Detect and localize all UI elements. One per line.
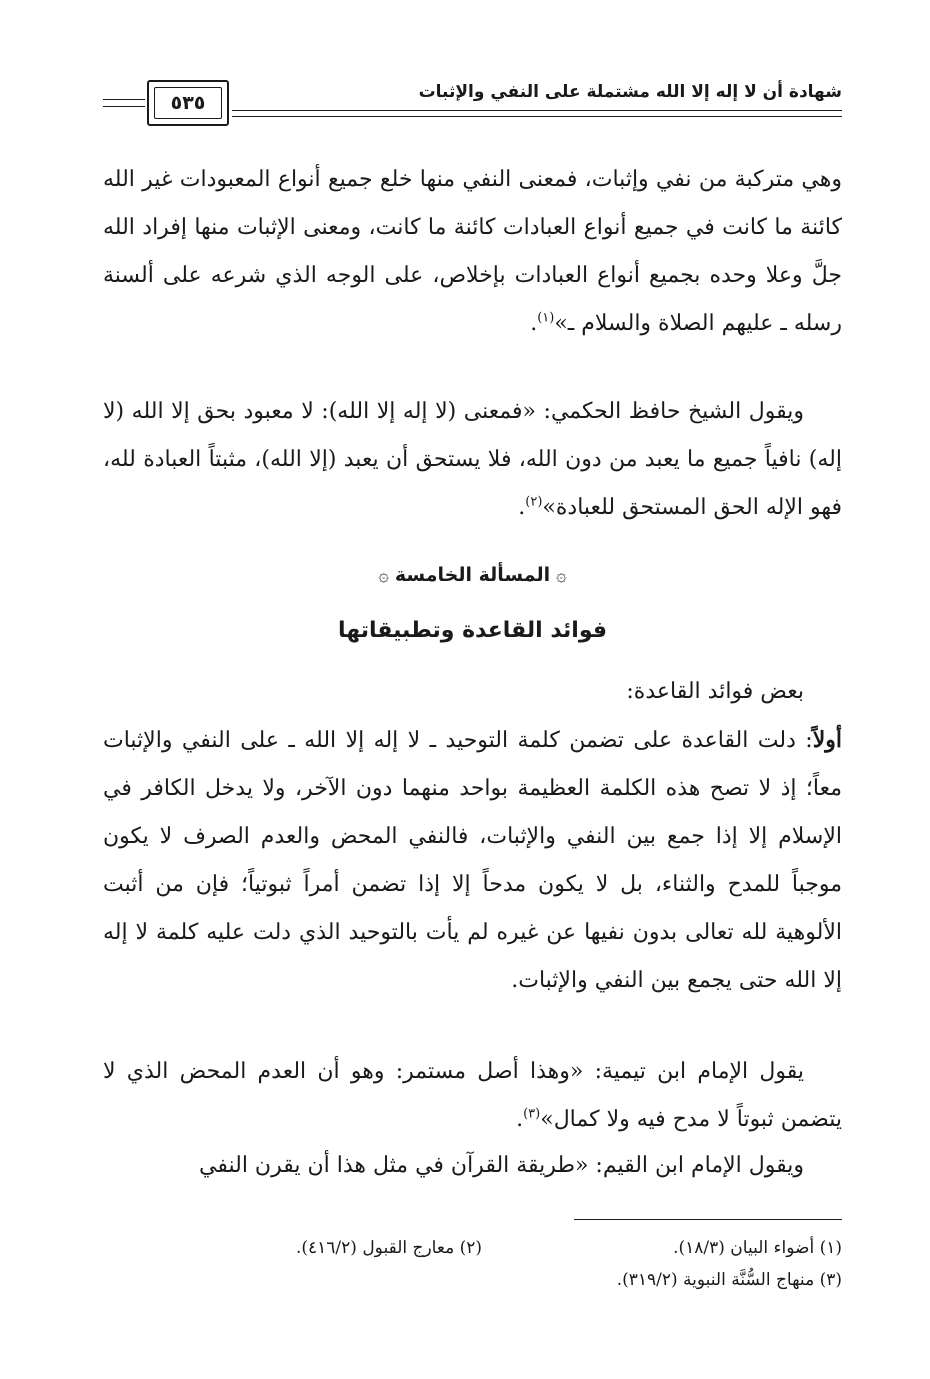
header-rule-right-top [232, 110, 842, 111]
footnote-2: (٢) معارج القبول (٤١٦/٢). [295, 1238, 482, 1258]
paragraph-3: بعض فوائد القاعدة: [626, 679, 804, 704]
paragraph-1: وهي متركبة من نفي وإثبات، فمعنى النفي منها خلع جميع أنواع المعبودات غير الله كائنة ما كانت في جميع أنواع العبادات كائنة ما كانت، ومعنى الإثبات منها إفراد الله جلَّ وعلا وحده بجميع أنواع العبادات بإخلاص، على الوجه الذي شرعه على ألسنة رسله ـ عليهم الصلاة والسلام ـ»$^{(١)}$. [103, 167, 842, 336]
header-rule-left-top [103, 99, 145, 100]
section-title-text: المسألة الخامسة [394, 564, 551, 586]
footnote-row-2 [88, 1266, 842, 1294]
paragraph-6: ويقول الإمام ابن القيم: «طريقة القرآن في مثل هذا أن يقرن النفي [199, 1153, 804, 1178]
paragraph-4-text: : دلت القاعدة على تضمن كلمة التوحيد ـ لا إله إلا الله ـ على النفي والإثبات معاً؛ إذ لا تصح هذه الكلمة العظيمة بواحد منهما دون الآخر، ولا يدخل الكافر في الإسلام إلا إذا جمع بين النفي والإثبات، فالنفي المحض والعدم الصرف لا يكون موجباً للمدح والثناء، بل لا يكون مدحاً إلا إذا تضمن أمراً ثبوتياً؛ فإن من أثبت الألوهية لله تعالى بدون نفيها عن غيره لم يأت بالتوحيد الذي دلت عليه كلمة لا إله إلا الله حتى يجمع بين النفي والإثبات. [103, 728, 842, 993]
ornament-icon: ۞ [378, 565, 389, 586]
footnote-1: (١) أضواء البيان (١٨/٣). [673, 1238, 842, 1258]
paragraph-4 [103, 716, 842, 1005]
footnote-3: (٣) منهاج السُّنَّة النبوية (٣١٩/٢). [616, 1270, 842, 1290]
ornament-icon: ۞ [556, 565, 567, 586]
footnote-row-1 [88, 1234, 842, 1262]
running-title: شهادة أن لا إله إلا الله مشتملة على النفي والإثبات [418, 82, 842, 102]
paragraph-1-text: وهي متركبة من نفي وإثبات، فمعنى النفي منها خلع جميع أنواع المعبودات غير الله كائنة ما كانت في جميع أنواع العبادات كائنة ما كانت، ومعنى الإثبات منها إفراد الله جلَّ وعلا وحده بجميع أنواع العبادات بإخلاص، على الوجه الذي شرعه على ألسنة رسله ـ عليهم الصلاة والسلام ـ» [103, 167, 842, 336]
header-rule-left-bottom [103, 106, 145, 107]
page-number: ٥٣٥ [154, 87, 222, 119]
paragraph-5: يقول الإمام ابن تيمية: «وهذا أصل مستمر: وهو أن العدم المحض الذي لا يتضمن ثبوتاً لا مدح فيه ولا كمال»$^{(٣)}$. [103, 1059, 842, 1132]
paragraph-4-lead: أولاً [812, 727, 842, 753]
section-title [103, 564, 842, 586]
footnote-ref-3: (٣) [523, 1106, 541, 1122]
paragraph-2-text: ويقول الشيخ حافظ الحكمي: «فمعنى (لا إله إلا الله): لا معبود بحق إلا الله (لا إله) نافياً جميع ما يعبد من دون الله، فلا يستحق أن يعبد (إلا الله)، مثبتاً العبادة لله، فهو الإله الحق المستحق للعبادة» [103, 399, 842, 520]
footnote-rule [574, 1219, 842, 1220]
section-subtitle: فوائد القاعدة وتطبيقاتها [337, 618, 608, 643]
paragraph-5-text: يقول الإمام ابن تيمية: «وهذا أصل مستمر: وهو أن العدم المحض الذي لا يتضمن ثبوتاً لا مدح فيه ولا كمال» [103, 1059, 842, 1132]
header-rule-right-bottom [232, 116, 842, 117]
page-number-frame [147, 80, 229, 126]
footnote-ref-2: (٢) [525, 494, 543, 510]
paragraph-2: ويقول الشيخ حافظ الحكمي: «فمعنى (لا إله إلا الله): لا معبود بحق إلا الله (لا إله) نافياً جميع ما يعبد من دون الله، فلا يستحق أن يعبد (إلا الله)، مثبتاً العبادة لله، فهو الإله الحق المستحق للعبادة»$^{(٢)}$. [103, 399, 842, 520]
footnote-ref-1: (١) [537, 310, 555, 326]
